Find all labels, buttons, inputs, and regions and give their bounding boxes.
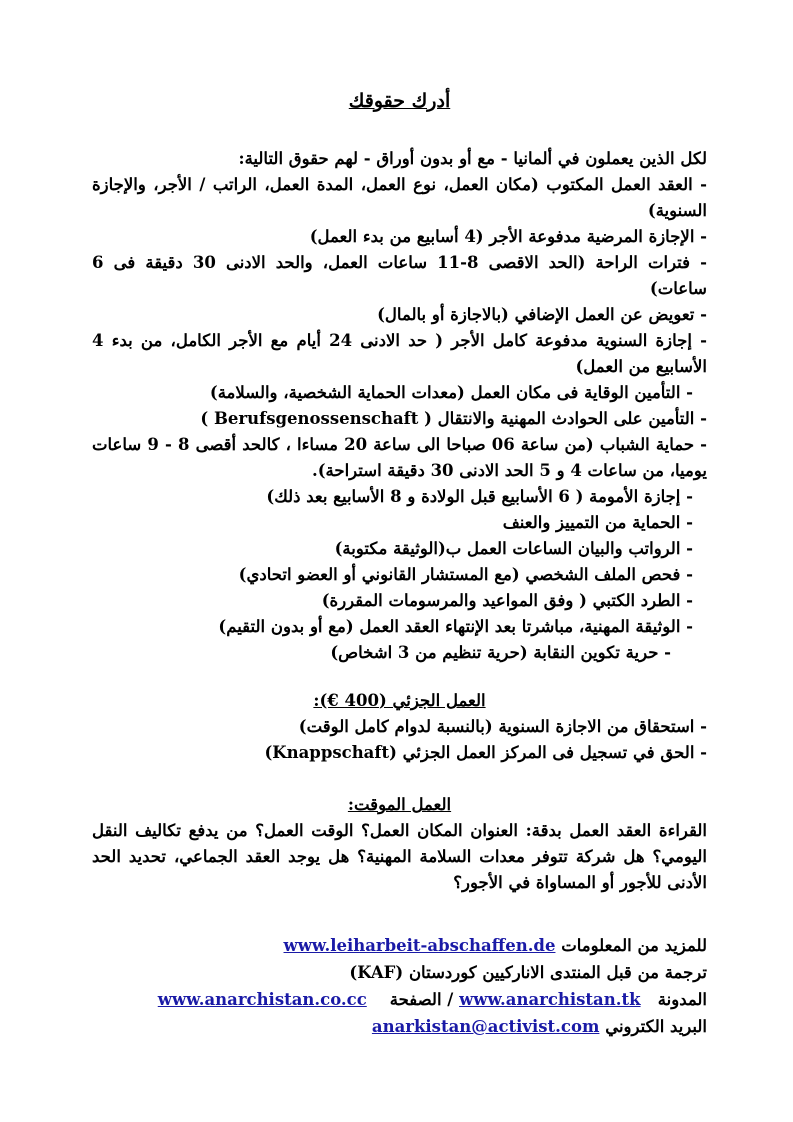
list-item: - الرواتب والبيان الساعات العمل ب(الوثيقة مكتوبة) [334, 539, 693, 558]
list-item: - إجازة السنوية مدفوعة كامل الأجر ( حد الادنى 24 أيام مع الأجر الكامل، من بدء 4 الأسابيع من العمل) [92, 331, 708, 376]
more-info-label: للمزيد من المعلومات [561, 936, 707, 955]
email-label: البريد الكتروني [605, 1017, 707, 1036]
list-item: - الحماية من التمييز والعنف [502, 513, 693, 532]
page-separator: / الصفحة [389, 990, 454, 1009]
email-row [92, 1013, 707, 1040]
blog-label: المدونة [657, 990, 707, 1009]
more-info-row [92, 932, 707, 959]
blog-link[interactable]: www.anarchistan.co.cc [157, 990, 367, 1009]
temporary-heading: العمل الموقت: [347, 795, 452, 814]
list-item: - الإجازة المرضية مدفوعة الأجر (4 أسابيع من بدء العمل) [309, 227, 707, 246]
rights-list [92, 172, 707, 666]
blog-row [92, 986, 707, 1013]
list-item: - فترات الراحة (الحد الاقصى 8-11 ساعات العمل، والحد الادنى 30 دقيقة فى 6 ساعات) [92, 253, 707, 298]
list-item: - الحق في تسجيل فى المركز العمل الجزئي (Knappschaft) [264, 743, 707, 762]
list-item: - التأمين على الحوادث المهنية والانتقال ( Berufsgenossenschaft ) [200, 409, 707, 428]
footer [92, 932, 707, 1040]
part-time-heading: العمل الجزئي (400 €): [313, 691, 486, 710]
list-item: - حرية تكوين النقابة (حرية تنظيم من 3 اشخاص) [330, 643, 671, 662]
intro-text: لكل الذين يعملون في ألمانيا - مع أو بدون أوراق - لهم حقوق التالية: [238, 149, 707, 168]
list-item: - استحقاق من الاجازة السنوية (بالنسبة لدوام كامل الوقت) [298, 717, 707, 736]
list-item: - فحص الملف الشخصي (مع المستشار القانوني أو العضو اتحادي) [238, 565, 693, 584]
list-item: - تعويض عن العمل الإضافي (بالاجازة أو بالمال) [377, 305, 707, 324]
page-title: أدرك حقوقك [348, 90, 451, 112]
list-item: - العقد العمل المكتوب (مكان العمل، نوع العمل، المدة العمل، الراتب / الأجر، والإجازة السنوية) [92, 175, 707, 220]
part-time-list [92, 714, 707, 766]
translation-label: ترجمة من قبل المنتدى الاناركيين كوردستان (KAF) [349, 963, 707, 982]
list-item: - الوثيقة المهنية، مباشرتا بعد الإنتهاء العقد العمل (مع أو بدون التقيم) [218, 617, 693, 636]
more-info-link[interactable]: www.leiharbeit-abschaffen.de [283, 936, 556, 955]
email-link[interactable]: anarkistan@activist.com [371, 1017, 600, 1036]
list-item: - التأمين الوقاية فى مكان العمل (معدات الحماية الشخصية، والسلامة) [209, 383, 693, 402]
page-link[interactable]: www.anarchistan.tk [459, 990, 641, 1009]
temporary-text: القراءة العقد العمل بدقة: العنوان المكان العمل؟ الوقت العمل؟ من يدفع تكاليف النقل اليومي؟ هل شركة تتوفر معدات السلامة المهنية؟ هل يوجد العقد الجماعي، تحديد الحد الأدنى للأجور أو المساواة في الأجور؟ [92, 821, 707, 892]
list-item: - الطرد الكتبي ( وفق المواعيد والمرسومات المقررة) [321, 591, 693, 610]
list-item: - إجازة الأمومة ( 6 الأسابيع قبل الولادة و 8 الأسابيع بعد ذلك) [266, 487, 693, 506]
translation-row [92, 959, 707, 986]
list-item: - حماية الشباب (من ساعة 06 صباحا الى ساعة 20 مساءا ، كالحد أقصى 8 - 9 ساعات يوميا، من ساعات 4 و 5 الحد الادنى 30 دقيقة استراحة). [92, 435, 707, 480]
